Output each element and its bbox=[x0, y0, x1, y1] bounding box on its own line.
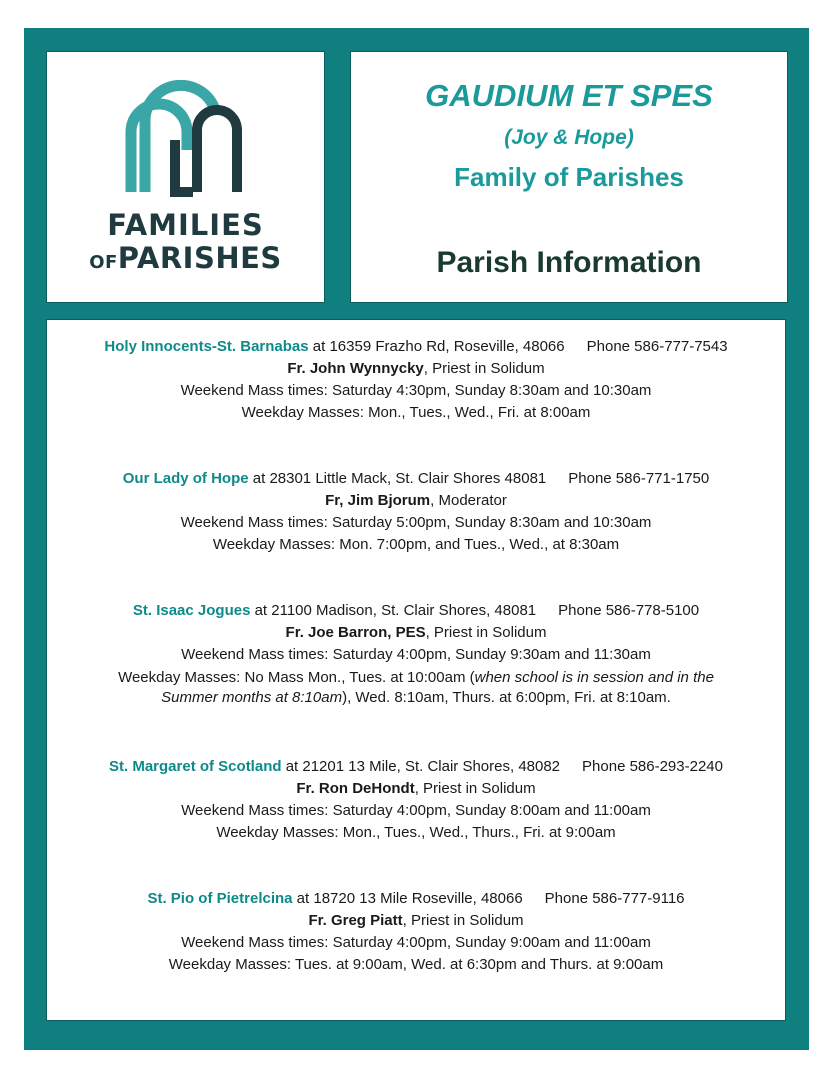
parish-priest-role: , Priest in Solidum bbox=[414, 780, 536, 797]
parish-priest-line bbox=[47, 622, 785, 644]
parish-priest-line bbox=[47, 910, 785, 932]
page-title: GAUDIUM ET SPES bbox=[425, 78, 713, 113]
families-of-parishes-logo-icon bbox=[123, 80, 249, 200]
title-panel bbox=[350, 51, 788, 303]
weekday-text-italic: when school is in session and in the Summer months at 8:10am bbox=[161, 669, 714, 706]
logo-text-families: FAMILIES bbox=[107, 208, 264, 242]
parish-address-line bbox=[47, 336, 785, 358]
parish-address: at 16359 Frazho Rd, Roseville, 48066 bbox=[308, 338, 565, 355]
parish-address-line bbox=[47, 756, 785, 778]
parish-name: Our Lady of Hope bbox=[122, 470, 249, 487]
parish-name: St. Isaac Jogues bbox=[132, 602, 251, 619]
parish-priest: Fr. Ron DeHondt bbox=[296, 780, 415, 797]
section-heading: Parish Information bbox=[436, 246, 702, 279]
parish-priest-line bbox=[47, 778, 785, 800]
weekend-mass-times: Weekend Mass times: Saturday 4:00pm, Sunday 9:30am and 11:30am bbox=[181, 646, 651, 663]
weekday-mass-times: Weekday Masses: Mon. 7:00pm, and Tues., Wed., at 8:30am bbox=[212, 536, 620, 553]
family-name: Family of Parishes bbox=[454, 162, 684, 192]
parish-phone: Phone 586-778-5100 bbox=[558, 602, 700, 619]
parish-entry bbox=[47, 468, 785, 556]
weekday-text-b: ), Wed. 8:10am, Thurs. at 6:00pm, Fri. at 8:10am. bbox=[342, 689, 671, 706]
weekday-mass-times: Weekday Masses: Mon., Tues., Wed., Fri. at 8:00am bbox=[241, 404, 591, 421]
weekday-mass-times: Weekday Masses: Tues. at 9:00am, Wed. at 6:30pm and Thurs. at 9:00am bbox=[168, 956, 664, 973]
parish-address-line bbox=[47, 468, 785, 490]
parish-name: Holy Innocents-St. Barnabas bbox=[104, 338, 309, 355]
weekday-mass-times: Weekday Masses: Mon., Tues., Wed., Thurs., Fri. at 9:00am bbox=[216, 824, 616, 841]
parish-address-line bbox=[47, 600, 785, 622]
parish-priest: Fr. John Wynnycky bbox=[287, 360, 424, 377]
parish-priest-line bbox=[47, 490, 785, 512]
logo-text-of: OF bbox=[89, 252, 118, 273]
parish-name: St. Pio of Pietrelcina bbox=[147, 890, 293, 907]
parish-priest: Fr, Jim Bjorum bbox=[325, 492, 431, 509]
weekend-mass-times: Weekend Mass times: Saturday 5:00pm, Sunday 8:30am and 10:30am bbox=[180, 514, 652, 531]
logo-text-parishes bbox=[47, 241, 324, 275]
parish-name: St. Margaret of Scotland bbox=[109, 758, 282, 775]
weekday-mass-times bbox=[91, 666, 741, 708]
parish-entry bbox=[47, 336, 785, 424]
parish-priest-role: , Moderator bbox=[430, 492, 507, 509]
weekend-mass-times: Weekend Mass times: Saturday 4:00pm, Sunday 9:00am and 11:00am bbox=[181, 934, 651, 951]
parish-address: at 28301 Little Mack, St. Clair Shores 48081 bbox=[248, 470, 547, 487]
parish-address-line bbox=[47, 888, 785, 910]
page-subtitle: (Joy & Hope) bbox=[504, 126, 634, 149]
parish-phone: Phone 586-777-9116 bbox=[544, 890, 685, 907]
parish-address: at 21100 Madison, St. Clair Shores, 48081 bbox=[250, 602, 537, 619]
parish-phone: Phone 586-771-1750 bbox=[568, 470, 710, 487]
parish-priest: Fr. Joe Barron, PES bbox=[285, 624, 426, 641]
parish-entry bbox=[47, 600, 785, 708]
parish-priest-line bbox=[47, 358, 785, 380]
parish-phone: Phone 586-293-2240 bbox=[582, 758, 723, 775]
weekday-text-a: Weekday Masses: No Mass Mon., Tues. at 10:00am ( bbox=[118, 669, 475, 686]
parish-priest-role: , Priest in Solidum bbox=[425, 624, 547, 641]
parish-list-panel bbox=[46, 319, 786, 1021]
parish-address: at 21201 13 Mile, St. Clair Shores, 48082 bbox=[281, 758, 561, 775]
parish-priest-role: , Priest in Solidum bbox=[402, 912, 524, 929]
parish-entry bbox=[47, 756, 785, 844]
parish-address: at 18720 13 Mile Roseville, 48066 bbox=[292, 890, 523, 907]
logo-panel bbox=[46, 51, 325, 303]
weekend-mass-times: Weekend Mass times: Saturday 4:30pm, Sunday 8:30am and 10:30am bbox=[180, 382, 652, 399]
parish-priest-role: , Priest in Solidum bbox=[423, 360, 545, 377]
parish-entry bbox=[47, 888, 785, 976]
weekend-mass-times: Weekend Mass times: Saturday 4:00pm, Sunday 8:00am and 11:00am bbox=[181, 802, 651, 819]
parish-phone: Phone 586-777-7543 bbox=[586, 338, 728, 355]
parish-priest: Fr. Greg Piatt bbox=[308, 912, 403, 929]
logo-text-parishes-word: PARISHES bbox=[117, 241, 282, 275]
